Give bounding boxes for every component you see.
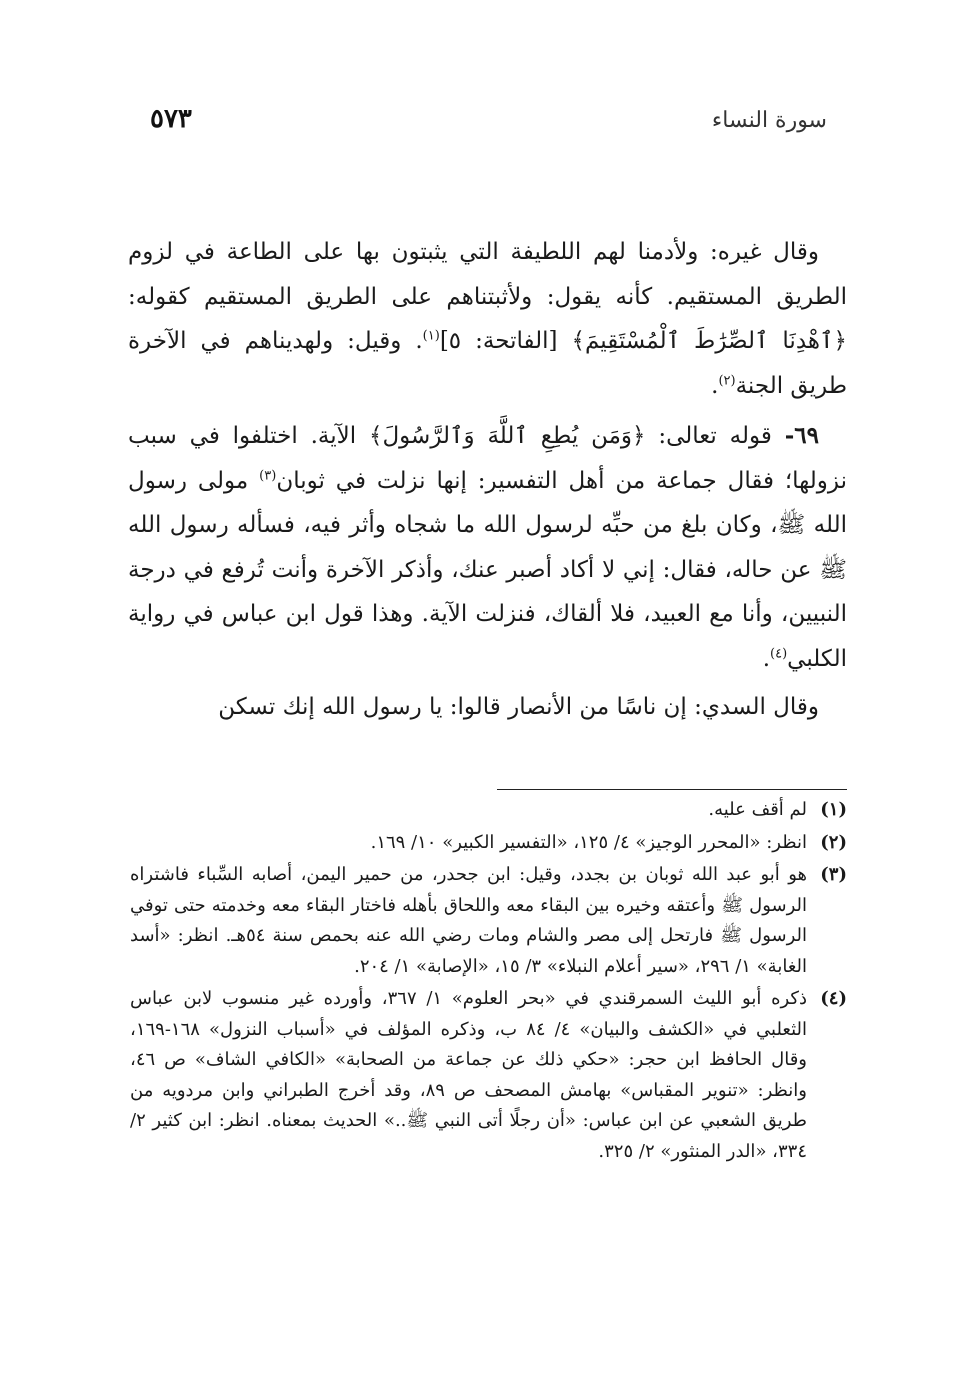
footnote-text: لم أقف عليه. [708, 799, 807, 820]
footnote-number: (١) [820, 799, 847, 820]
page-header [150, 104, 827, 144]
main-text [128, 230, 847, 730]
paragraph-3: وقال السدي: إن ناسًا من الأنصار قالوا: يا رسول الله إنك تسكن [218, 694, 819, 720]
paragraph-2 [128, 414, 847, 681]
footnote-ref-4: (٤) [770, 645, 788, 661]
paragraph-2-text-b: مولى رسول الله ﷺ، وكان بلغ من حبِّه لرسول الله ما شجاه وأثر فيه، فسأله رسول الله ﷺ عن حاله، فقال: إني لا أكاد أصبر عنك، وأذكر الآخرة وأنت تُرفع في درجة النبيين، وأنا مع العبيد، فلا ألقاك، فنزلت الآية. وهذا قول ابن عباس في رواية الكلبي [128, 467, 847, 672]
paragraph-1 [128, 230, 847, 408]
footnote-ref-3: (٣) [259, 467, 277, 483]
footnote-number: (٢) [820, 831, 847, 853]
verse-number: ٦٩- [784, 422, 819, 449]
footnote-text: ذكره أبو الليث السمرقندي في «بحر العلوم» ١/ ٣٦٧، وأورده غير منسوب لابن عباس الثعلبي في «الكشف والبيان» ٤/ ٨٤ ب، وذكره المؤلف في «أسباب النزول» ١٦٨-١٦٩، وقال الحافظ ابن حجر: «حكي ذلك عن جماعة من الصحابة» «الكافي الشاف» ص ٤٦، وانظر: «تنوير المقباس» بهامش المصحف ص ٨٩، وقد أخرج الطبراني وابن مردويه من طريق الشعبي عن ابن عباس: «أن رجلًا أتى النبي ﷺ..» الحديث بمعناه. انظر: ابن كثير ٢/ ٣٣٤، «الدر المنثور» ٢/ ٣٢٥. [130, 988, 808, 1162]
footnote-number: (٣) [820, 864, 847, 885]
footnote-number: (٤) [820, 988, 847, 1009]
footnote-text: هو أبو عبد الله ثوبان بن بجدد، وقيل: ابن جحدر، من حمير اليمن، أصابه السِّباء فاشتراه الرسول ﷺ وأعتقه وخيره بين البقاء معه واللحاق بأهله فاختار البقاء معه وخدمته حتى توفي الرسول ﷺ فارتحل إلى مصر والشام ومات رضي الله عنه بحمص سنة ٥٤هـ. انظر: «أسد الغابة» ١/ ٢٩٦، «سير أعلام النبلاء» ٣/ ١٥، «الإصابة» ١/ ٢٠٤. [130, 864, 807, 977]
paragraph-2-text-a: قوله تعالى: ﴿وَمَن يُطِعِ ٱللَّهَ وَٱلرَّسُولَ﴾ الآية. اختلفوا في سبب نزولها؛ فقال جماعة من أهل التفسير: إنها نزلت في ثوبان [128, 423, 847, 494]
surah-title: سورة النساء [711, 108, 827, 133]
paragraph-1-text-a: وقال غيره: ولأدمنا لهم اللطيفة التي يثبتون بها على الطاعة في لزوم الطريق المستقيم. كأنه يقول: ولأثبتناهم على الطريق المستقيم كقوله: ﴿ٱهْدِنَا ٱلصِّرَٰطَ ٱلْمُسْتَقِيمَ﴾ [الفاتحة: ٥] [128, 239, 847, 354]
footnote-separator [497, 789, 847, 790]
footnote-1 [130, 795, 847, 826]
paragraph-1-text-c: . [711, 372, 719, 399]
page-number: ٥٧٣ [150, 104, 192, 134]
footnote-ref-2: (٢) [718, 372, 736, 388]
paragraph-2-text-c: . [762, 645, 771, 672]
footnotes-section [130, 795, 847, 1169]
footnote-2 [130, 828, 847, 859]
paragraph-1-text-b: . وقيل: ولهديناهم في الآخرة طريق الجنة [128, 328, 847, 399]
footnote-text: انظر: «المحرر الوجيز» ٤/ ١٢٥، «التفسير الكبير» ١٠/ ١٦٩. [370, 831, 807, 853]
footnote-3 [130, 860, 847, 982]
footnote-ref-1: (١) [422, 328, 440, 344]
footnote-4 [130, 984, 847, 1167]
